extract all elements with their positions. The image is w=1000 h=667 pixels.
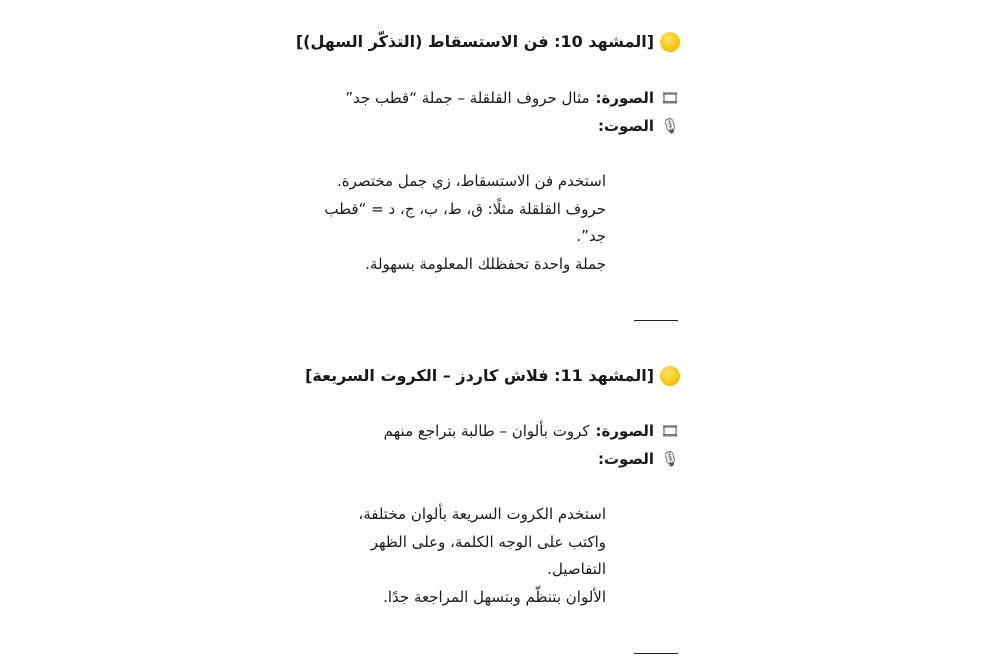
scene11-image-text: كروت بألوان – طالبة بتراجع منهم bbox=[383, 422, 590, 440]
scene10-image-text: مثال حروف القلقلة – جملة “قطب جد” bbox=[345, 89, 590, 107]
separator-line bbox=[634, 653, 678, 654]
scene10-line-1: استخدم فن الاستسقاط، زي جمل مختصرة. bbox=[336, 172, 606, 190]
scene11-body bbox=[316, 501, 606, 611]
scene10-heading-text: [المشهد 10: فن الاستسقاط (التذكّر السهل)] bbox=[295, 32, 654, 51]
scene11-audio-label: الصوت: bbox=[597, 450, 654, 468]
scene11-heading-text: [المشهد 11: فلاش كاردز – الكروت السريعة] bbox=[305, 366, 654, 385]
scene10-heading bbox=[296, 28, 680, 56]
microphone-icon: 🎙 bbox=[660, 450, 680, 468]
scene11-image-line bbox=[384, 417, 680, 445]
scene11-line-2: واكتب على الوجه الكلمة، وعلى الظهر التفاصيل. bbox=[370, 532, 606, 578]
film-projector-icon: 🎞 bbox=[660, 89, 680, 107]
scene11-image-label: الصورة: bbox=[595, 422, 654, 440]
film-projector-icon: 🎞 bbox=[660, 422, 680, 440]
scene11-line-3: الألوان بتنظّم وبتسهل المراجعة جدًا. bbox=[383, 587, 606, 606]
scene10-audio-line bbox=[598, 112, 680, 140]
yellow-circle-icon bbox=[660, 366, 680, 386]
scene10-line-2: حروف القلقلة مثلًا: ق، ط، ب، ج، د = “قطب جد”. bbox=[324, 199, 606, 245]
yellow-circle-icon bbox=[660, 32, 680, 52]
scene10-line-3: جملة واحدة تحفظلك المعلومة بسهولة. bbox=[365, 254, 606, 273]
scene10-audio-label: الصوت: bbox=[597, 117, 654, 135]
scene10-image-line bbox=[345, 84, 680, 112]
separator-line bbox=[634, 320, 678, 321]
scene10-image-label: الصورة: bbox=[595, 89, 654, 107]
scene10-body bbox=[316, 168, 606, 278]
scene11-line-1: استخدم الكروت السريعة بألوان مختلفة، bbox=[358, 505, 606, 523]
microphone-icon: 🎙 bbox=[660, 117, 680, 135]
scene11-heading bbox=[305, 362, 680, 390]
scene11-audio-line bbox=[598, 445, 680, 473]
